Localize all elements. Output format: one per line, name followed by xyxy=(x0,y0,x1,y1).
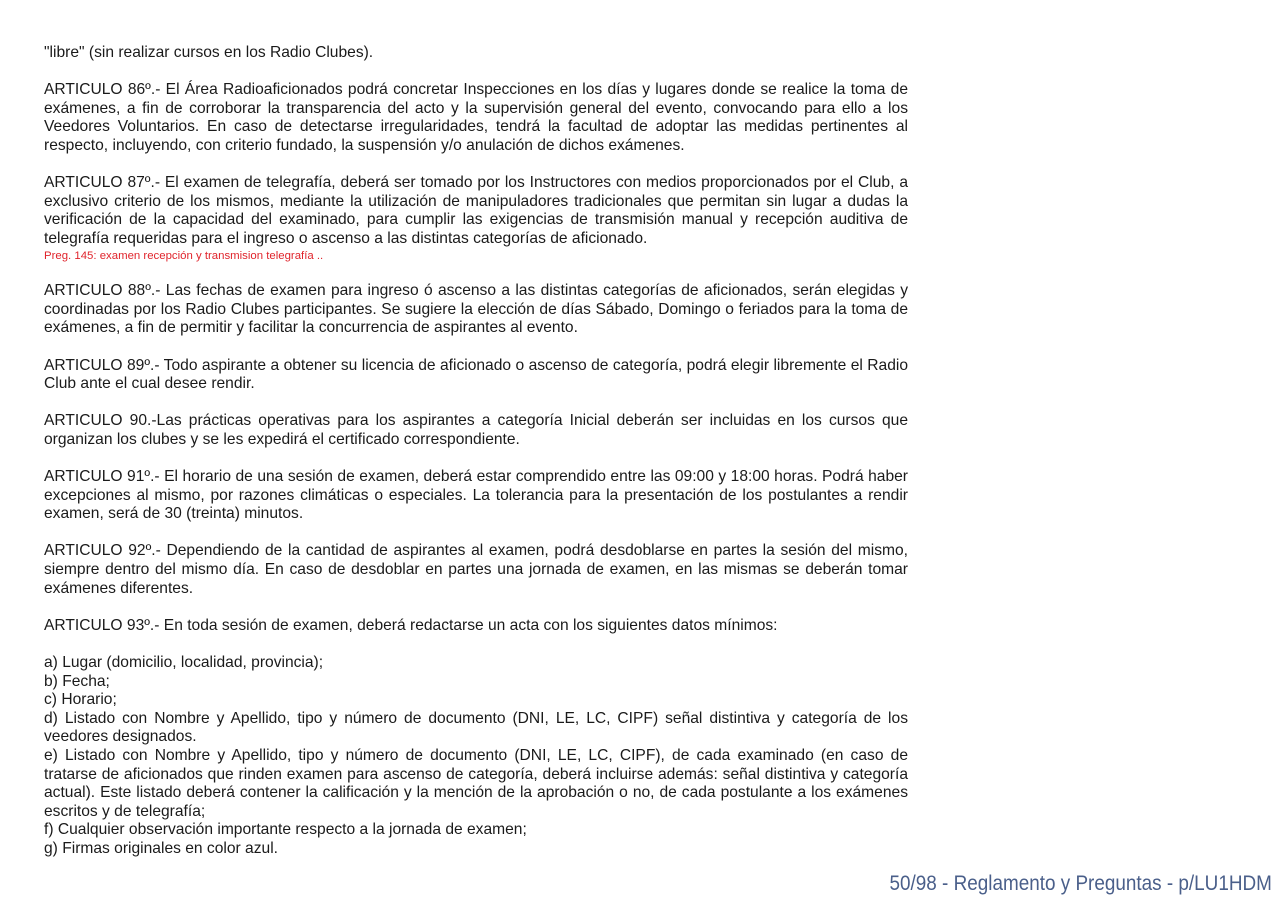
article-93-list xyxy=(44,654,908,859)
page-footer: 50/98 - Reglamento y Preguntas - p/LU1HDM xyxy=(889,872,1272,895)
article-93: ARTICULO 93º.- En toda sesión de examen, deberá redactarse un acta con los siguientes datos mínimos: xyxy=(44,616,778,634)
article-89: ARTICULO 89º.- Todo aspirante a obtener su licencia de aficionado o ascenso de categoría, podrá elegir libremente el Radio Club ante el cual desee rendir. xyxy=(44,356,908,393)
article-87-question-note: Preg. 145: examen recepción y transmision telegrafía .. xyxy=(44,249,324,262)
document-body xyxy=(44,44,908,859)
list-item-c: c) Horario; xyxy=(44,691,117,709)
list-item-f: f) Cualquier observación importante respecto a la jornada de examen; xyxy=(44,821,527,839)
article-92: ARTICULO 92º.- Dependiendo de la cantidad de aspirantes al examen, podrá desdoblarse en partes la sesión del mismo, siempre dentro del mismo día. En caso de desdoblar en partes una jornada de examen, en las mismas se deberán tomar exámenes diferentes. xyxy=(44,542,908,597)
article-87: ARTICULO 87º.- El examen de telegrafía, deberá ser tomado por los Instructores con medios proporcionados por el Club, a exclusivo criterio de los mismos, mediante la utilización de manipuladores tradicionales que permitan sin lugar a dudas la verificación de la capacidad del examinado, para cumplir las exigencias de transmisión manual y recepción auditiva de telegrafía requeridas para el ingreso o ascenso a las distintas categorías de aficionado. xyxy=(44,174,908,247)
list-item-d: d) Listado con Nombre y Apellido, tipo y número de documento (DNI, LE, LC, CIPF) señal distintiva y categoría de los veedores designados. xyxy=(44,709,908,746)
list-item-g: g) Firmas originales en color azul. xyxy=(44,839,278,857)
list-item-e: e) Listado con Nombre y Apellido, tipo y número de documento (DNI, LE, LC, CIPF), de cada examinado (en caso de tratarse de aficionados que rinden examen para ascenso de categoría, deberá incluirse además: señal distintiva y categoría actual). Este listado deberá contener la calificación y la mención de la aprobación o no, de cada postulante a los exámenes escritos y de telegrafía; xyxy=(44,746,908,820)
article-88: ARTICULO 88º.- Las fechas de examen para ingreso ó ascenso a las distintas categorías de aficionados, serán elegidas y coordinadas por los Radio Clubes participantes. Se sugiere la elección de días Sábado, Domingo o feriados para la toma de exámenes, a fin de permitir y facilitar la concurrencia de aspirantes al evento. xyxy=(44,282,908,337)
intro-line: "libre" (sin realizar cursos en los Radio Clubes). xyxy=(44,44,374,61)
list-item-b: b) Fecha; xyxy=(44,672,110,690)
article-90: ARTICULO 90.-Las prácticas operativas para los aspirantes a categoría Inicial deberán ser incluidas en los cursos que organizan los clubes y se les expedirá el certificado correspondiente. xyxy=(44,412,908,448)
article-86: ARTICULO 86º.- El Área Radioaficionados podrá concretar Inspecciones en los días y lugares donde se realice la toma de exámenes, a fin de corroborar la transparencia del acto y la supervisión general del evento, convocando para ello a los Veedores Voluntarios. En caso de detectarse irregularidades, tendrá la facultad de adoptar las medidas pertinentes al respecto, incluyendo, con criterio fundado, la suspensión y/o anulación de dichos exámenes. xyxy=(44,81,908,154)
list-item-a: a) Lugar (domicilio, localidad, provincia); xyxy=(44,654,324,671)
article-91: ARTICULO 91º.- El horario de una sesión de examen, deberá estar comprendido entre las 09:00 y 18:00 horas. Podrá haber excepciones al mismo, por razones climáticas o especiales. La tolerancia para la presentación de los postulantes a rendir examen, será de 30 (treinta) minutos. xyxy=(44,468,908,523)
